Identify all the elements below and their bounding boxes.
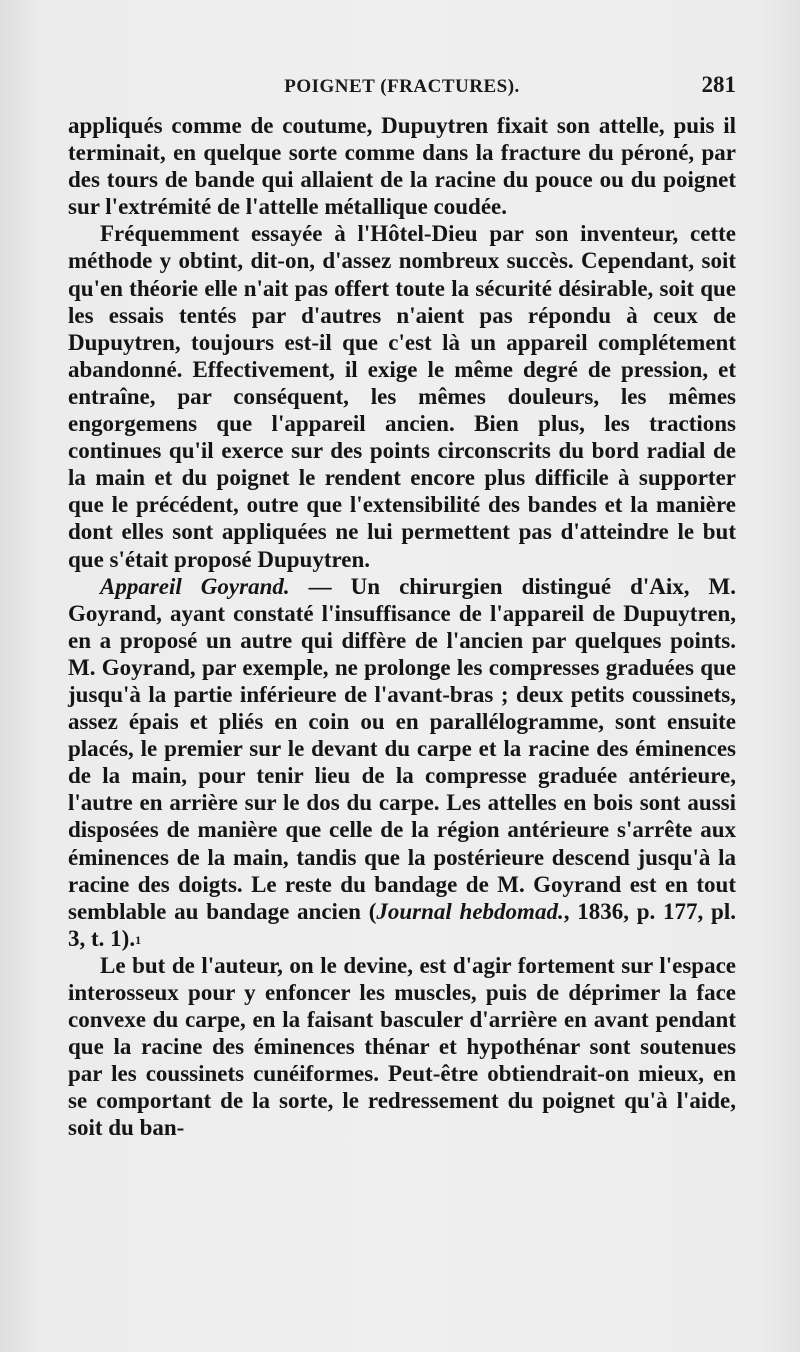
- section-heading-italic: Appareil Goyrand.: [100, 573, 290, 599]
- body-text: [68, 112, 736, 1142]
- journal-reference: Journal hebdomad.: [376, 898, 564, 924]
- paragraph-continuation: appliqués comme de coutume, Dupuytren fixait son attelle, puis il terminait, en quelque sorte comme dans la fracture du péroné, par des tours de bande qui allaient de la racine du pouce ou du poignet sur l'extrémité de l'attelle métallique coudée.: [68, 113, 736, 220]
- page-header: [68, 72, 736, 106]
- paragraph-hotel-dieu: Fréquemment essayée à l'Hôtel-Dieu par son inventeur, cette méthode y obtint, dit-on, d'assez nombreux succès. Cependant, soit qu'en théorie elle n'ait pas offert toute la sécurité désirable, soit que les essais tentés par d'autres n'aient pas répondu à ceux de Dupuytren, toujours est-il que c'est là un appareil complétement abandonné. Effectivement, il exige le même degré de pression, et entraîne, par conséquent, les mêmes douleurs, les mêmes engorgemens que l'appareil ancien. Bien plus, les tractions continues qu'il exerce sur des points circonscrits du bord radial de la main et du poignet le rendent encore plus difficile à supporter que le précédent, outre que l'extensibilité des bandes et la manière dont elles sont appliquées ne lui permettent pas d'atteindre le but que s'était proposé Dupuytren.: [68, 221, 736, 572]
- footnote-mark: 1: [135, 932, 142, 947]
- paragraph-appareil-goyrand: [68, 573, 736, 952]
- page-number: 281: [701, 72, 736, 97]
- paragraph-text-end: , 1836, p. 177, pl. 3, t. 1).: [68, 898, 736, 951]
- paragraph-but-auteur: Le but de l'auteur, on le devine, est d'agir fortement sur l'espace interosseux pour y enfoncer les muscles, puis de déprimer la face convexe du carpe, en la faisant basculer d'arrière en avant pendant que la racine des éminences thénar et hypothénar sont soutenues par les coussinets cunéiformes. Peut-être obtiendrait-on mieux, en se comportant de la sorte, le redressement du poignet qu'à l'aide, soit du ban-: [68, 952, 736, 1141]
- paragraph-text: — Un chirurgien distingué d'Aix, M. Goyrand, ayant constaté l'insuffisance de l'appareil de Dupuytren, en a proposé un autre qui diffère de l'ancien par quelques points. M. Goyrand, par exemple, ne prolonge les compresses graduées que jusqu'à la partie inférieure de l'avant-bras ; deux petits coussinets, assez épais et pliés en coin ou en parallélogramme, sont ensuite placés, le premier sur le devant du carpe et la racine des éminences de la main, pour tenir lieu de la compresse graduée antérieure, l'autre en arrière sur le dos du carpe. Les attelles en bois sont aussi disposées de manière que celle de la région antérieure s'arrête aux éminences de la main, tandis que la postérieure descend jusqu'à la racine des doigts. Le reste du bandage de M. Goyrand est en tout semblable au bandage ancien (: [68, 573, 736, 924]
- running-title: POIGNET (FRACTURES).: [284, 76, 520, 97]
